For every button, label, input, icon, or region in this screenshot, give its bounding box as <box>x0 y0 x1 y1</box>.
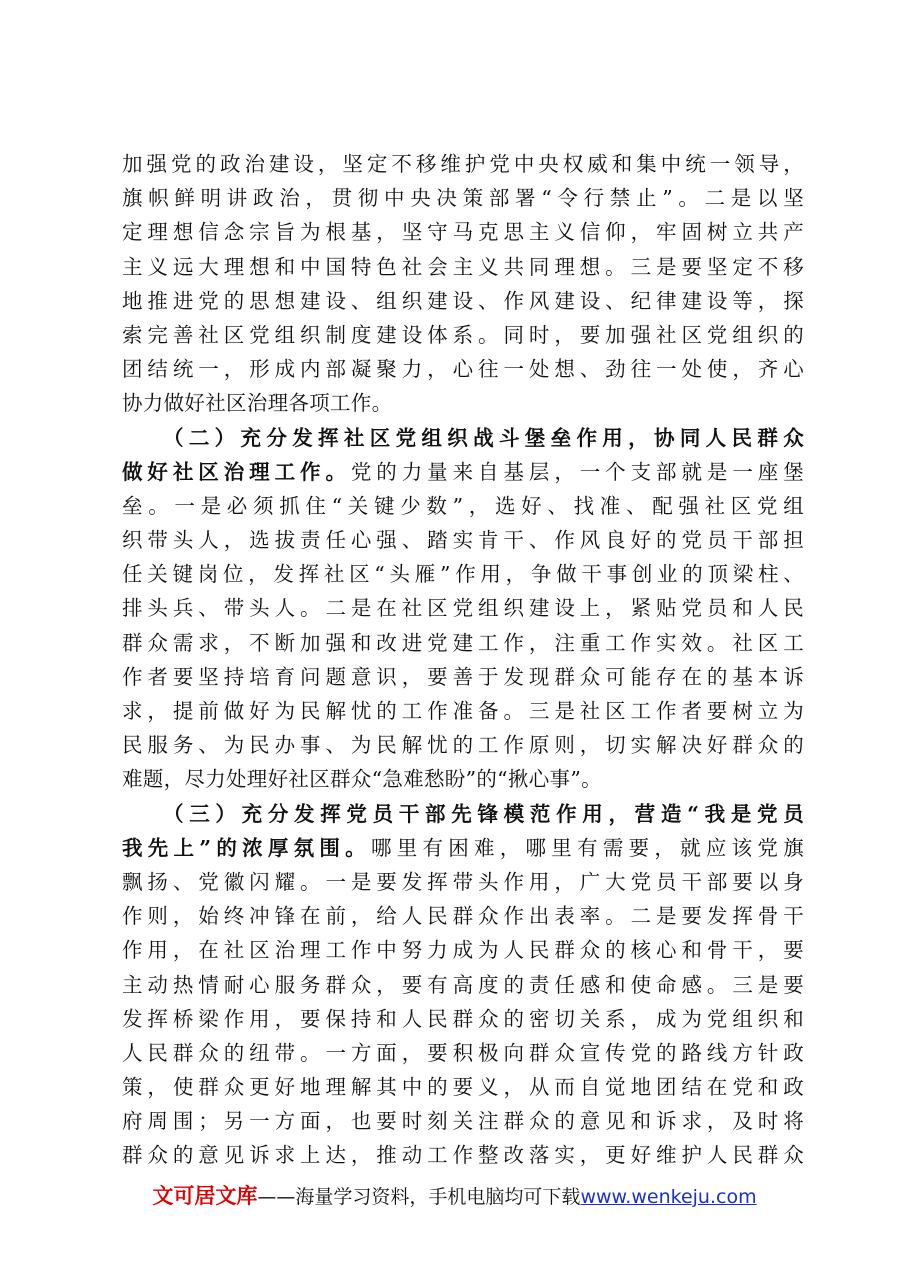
text-run: 哪里有困难，哪里有需要，就应该党旗 <box>370 835 804 860</box>
text-line: 难题，尽力处理好社区群众“急难愁盼”的“揪心事”。 <box>122 767 602 792</box>
text-line: 织带头人，选拔责任心强、踏实肯干、作风良好的党员干部担 <box>122 528 804 553</box>
body-text <box>122 147 804 1173</box>
website-link[interactable]: www.wenkeju.com <box>580 1186 757 1208</box>
text-line: 作则，始终冲锋在前，给人民群众作出表率。二是要发挥骨干 <box>122 904 804 929</box>
text-line: 索完善社区党组织制度建设体系。同时，要加强社区党组织的 <box>122 322 804 347</box>
text-line: 协力做好社区治理各项工作。 <box>122 391 393 416</box>
text-line: 主动热情耐心服务群众，要有高度的责任感和使命感。三是要 <box>122 972 804 997</box>
text-line <box>122 831 804 865</box>
text-line: 策，使群众更好地理解其中的要义，从而自觉地团结在党和政 <box>122 1075 804 1100</box>
text-line <box>122 455 804 489</box>
text-line: 民服务、为民办事、为民解忧的工作原则，切实解决好群众的 <box>122 733 804 758</box>
paragraph-2 <box>122 421 804 797</box>
text-line: 求，提前做好为民解忧的工作准备。三是社区工作者要树立为 <box>122 699 804 723</box>
text-line: 定理想信念宗旨为根基，坚守马克思主义信仰，牢固树立共产 <box>122 220 804 245</box>
text-line: 人民群众的纽带。一方面，要积极向群众宣传党的路线方针政 <box>122 1040 804 1065</box>
section-heading-3: （三）充分发挥党员干部先锋模范作用，营造“我是党员 <box>163 801 804 826</box>
text-line: 群众需求，不断加强和改进党建工作，注重工作实效。社区工 <box>122 630 804 655</box>
text-line: 团结统一，形成内部凝聚力，心往一处想、劲往一处使，齐心 <box>122 357 804 382</box>
text-line: 加强党的政治建设，坚定不移维护党中央权威和集中统一领导， <box>122 152 804 176</box>
paragraph-1 <box>122 147 804 421</box>
text-run: 党的力量来自基层，一个支部就是一座堡 <box>350 459 804 484</box>
paragraph-3 <box>122 797 804 1173</box>
text-line: 旗帜鲜明讲政治，贯彻中央决策部署“令行禁止”。二是以坚 <box>122 186 804 211</box>
text-line: 任关键岗位，发挥社区“头雁”作用，争做干事创业的顶梁柱、 <box>122 562 804 587</box>
text-line: 垒。一是必须抓住“关键少数”，选好、找准、配强社区党组 <box>122 493 804 518</box>
text-line: 主义远大理想和中国特色社会主义共同理想。三是要坚定不移 <box>122 254 804 279</box>
footer-tagline: ——海量学习资料，手机电脑均可下载 <box>257 1186 581 1208</box>
section-heading-2: （二）充分发挥社区党组织战斗堡垒作用，协同人民群众 <box>163 425 804 450</box>
text-line: 地推进党的思想建设、组织建设、作风建设、纪律建设等，探 <box>122 288 804 313</box>
text-line: 作者要坚持培育问题意识，要善于发现群众可能存在的基本诉 <box>122 664 804 689</box>
text-line: 群众的意见诉求上达，推动工作整改落实，更好维护人民群众 <box>122 1143 804 1168</box>
footer-banner <box>0 1180 909 1210</box>
text-line: 排头兵、带头人。二是在社区党组织建设上，紧贴党员和人民 <box>122 596 804 621</box>
section-heading-3-cont: 我先上”的浓厚氛围。 <box>122 835 371 860</box>
text-line: 发挥桥梁作用，要保持和人民群众的密切关系，成为党组织和 <box>122 1006 804 1031</box>
text-line: 作用，在社区治理工作中努力成为人民群众的核心和骨干，要 <box>122 938 804 963</box>
text-line: 府周围；另一方面，也要时刻关注群众的意见和诉求，及时将 <box>122 1109 804 1134</box>
section-heading-2-cont: 做好社区治理工作。 <box>122 459 351 484</box>
brand-name: 文可居文库 <box>152 1184 258 1208</box>
text-line: 飘扬、党徽闪耀。一是要发挥带头作用，广大党员干部要以身 <box>122 869 804 894</box>
